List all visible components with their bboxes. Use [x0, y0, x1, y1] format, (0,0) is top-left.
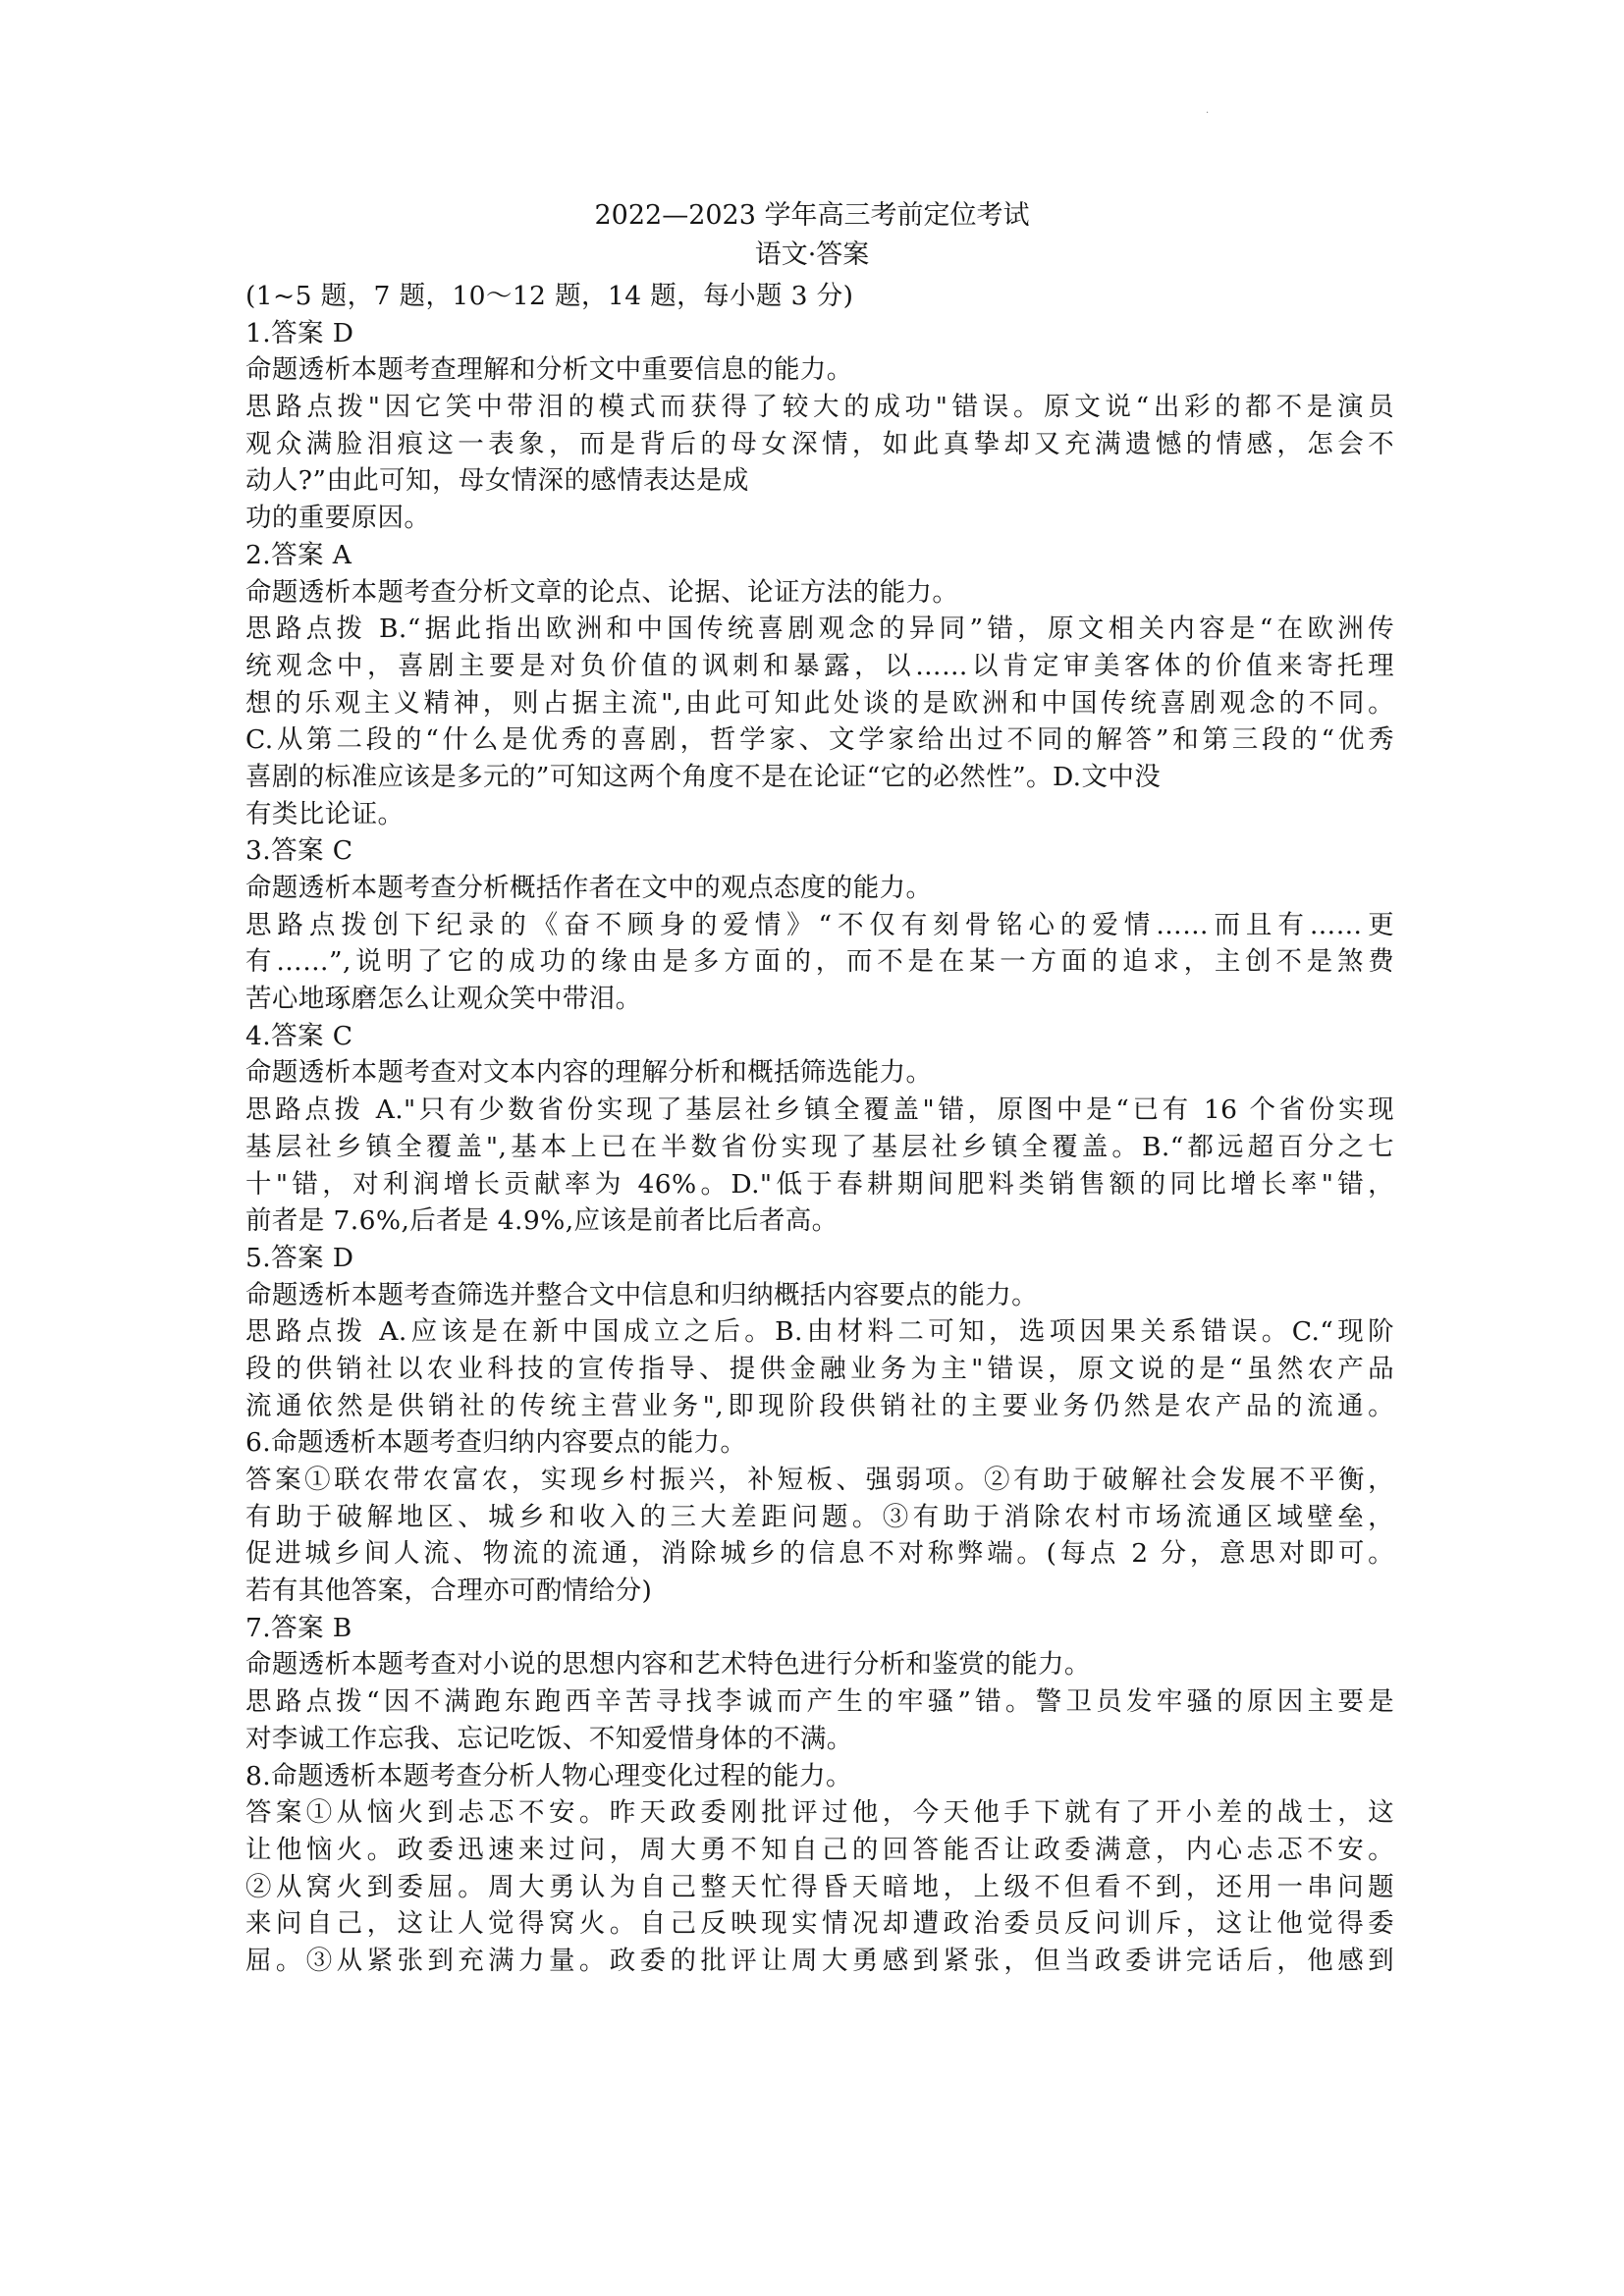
answer-body: [245, 278, 1394, 1980]
text-line: 促进城乡间人流、物流的流通，消除城乡的信息不对称弊端。(每点 2 分，意思对即可。: [245, 1538, 1394, 1570]
text-line: 想的乐观主义精神，则占据主流",由此可知此处谈的是欧洲和中国传统喜剧观念的不同。: [245, 687, 1394, 719]
text-line: 2.答案 A: [245, 539, 352, 570]
text-line: 3.答案 C: [245, 835, 353, 867]
text-line: ②从窝火到委屈。周大勇认为自己整天忙得昏天暗地，上级不但看不到，还用一串问题: [245, 1871, 1394, 1902]
text-line: 思路点拨创下纪录的《奋不顾身的爱情》“不仅有刻骨铭心的爱情……而且有……更: [245, 909, 1394, 940]
text-line: 思路点拨 A."只有少数省份实现了基层社乡镇全覆盖"错，原图中是“已有 16 个省份实现: [245, 1095, 1394, 1126]
text-line: C.从第二段的“什么是优秀的喜剧，哲学家、文学家给出过不同的解答”和第三段的“优秀: [245, 724, 1394, 756]
text-line: 段的供销社以农业科技的宣传指导、提供金融业务为主"错误，原文说的是“虽然农产品: [245, 1353, 1394, 1384]
text-line: 功的重要原因。: [245, 503, 431, 534]
text-line: 答案①联农带农富农，实现乡村振兴，补短板、强弱项。②有助于破解社会发展不平衡，: [245, 1465, 1394, 1495]
text-line: 基层社乡镇全覆盖",基本上已在半数省份实现了基层社乡镇全覆盖。B.“都远超百分之七: [245, 1131, 1394, 1162]
text-line: 8.命题透析本题考查分析人物心理变化过程的能力。: [245, 1760, 852, 1791]
title-block: [0, 196, 1624, 275]
text-line: 屈。③从紧张到充满力量。政委的批评让周大勇感到紧张，但当政委讲完话后，他感到: [245, 1945, 1394, 1976]
text-line: 有……”,说明了它的成功的缘由是多方面的，而不是在某一方面的追求，主创不是煞费: [245, 946, 1394, 978]
text-line: 1.答案 D: [245, 317, 354, 348]
text-line: 思路点拨 A.应该是在新中国成立之后。B.由材料二可知，选项因果关系错误。C.“现阶: [245, 1316, 1394, 1348]
text-line: 喜剧的标准应该是多元的”可知这两个角度不是在论证“它的必然性”。D.文中没: [245, 761, 1162, 792]
text-line: 有类比论证。: [245, 798, 405, 829]
text-line: 命题透析本题考查理解和分析文中重要信息的能力。: [245, 354, 853, 386]
text-line: 命题透析本题考查筛选并整合文中信息和归纳概括内容要点的能力。: [245, 1279, 1038, 1310]
text-line: 统观念中，喜剧主要是对负价值的讽刺和暴露，以……以肯定审美客体的价值来寄托理: [245, 650, 1394, 681]
text-line: 若有其他答案，合理亦可酌情给分): [245, 1575, 653, 1607]
text-line: 命题透析本题考查对文本内容的理解分析和概括筛选能力。: [245, 1057, 933, 1089]
text-line: 对李诚工作忘我、忘记吃饭、不知爱惜身体的不满。: [245, 1723, 853, 1754]
text-line: 6.命题透析本题考查归纳内容要点的能力。: [245, 1427, 747, 1459]
text-line: 5.答案 D: [245, 1242, 354, 1273]
text-line: 让他恼火。政委迅速来过问，周大勇不知自己的回答能否让政委满意，内心忐忑不安。: [245, 1834, 1394, 1865]
text-line: 来问自己，这让人觉得窝火。自己反映现实情况却遭政治委员反问训斥，这让他觉得委: [245, 1908, 1394, 1940]
text-line: (1~5 题，7 题，10～12 题，14 题，每小题 3 分): [245, 281, 854, 311]
text-line: 命题透析本题考查分析文章的论点、论据、论证方法的能力。: [245, 576, 959, 608]
text-line: 思路点拨“因不满跑东跑西辛苦寻找李诚而产生的牢骚”错。警卫员发牢骚的原因主要是: [245, 1686, 1394, 1718]
text-line: 流通依然是供销社的传统主营业务",即现阶段供销社的主要业务仍然是农产品的流通。: [245, 1390, 1394, 1421]
corner-mark: ·: [1206, 108, 1210, 119]
text-line: 答案①从恼火到忐忑不安。昨天政委刚批评过他，今天他手下就有了开小差的战士，这: [245, 1797, 1394, 1829]
document-subtitle: 语文·答案: [754, 240, 870, 270]
text-line: 7.答案 B: [245, 1612, 352, 1643]
text-line: 有助于破解地区、城乡和收入的三大差距问题。③有助于消除农村市场流通区域壁垒，: [245, 1501, 1394, 1532]
text-line: 命题透析本题考查分析概括作者在文中的观点态度的能力。: [245, 873, 933, 903]
text-line: 苦心地琢磨怎么让观众笑中带泪。: [245, 984, 642, 1015]
text-line: 动人?”由此可知，母女情深的感情表达是成: [245, 465, 749, 497]
text-line: 4.答案 C: [245, 1020, 353, 1051]
text-line: 十"错，对利润增长贡献率为 46%。D."低于春耕期间肥料类销售额的同比增长率"错，: [245, 1168, 1394, 1200]
text-line: 命题透析本题考查对小说的思想内容和艺术特色进行分析和鉴赏的能力。: [245, 1649, 1091, 1681]
text-line: 思路点拨 B.“据此指出欧洲和中国传统喜剧观念的异同”错，原文相关内容是“在欧洲传: [245, 614, 1394, 645]
text-line: 思路点拨"因它笑中带泪的模式而获得了较大的成功"错误。原文说“出彩的都不是演员: [245, 392, 1394, 423]
text-line: 观众满脸泪痕这一表象，而是背后的母女深情，如此真挚却又充满遗憾的情感，怎会不: [245, 428, 1394, 459]
document-title: 2022—2023 学年高三考前定位考试: [594, 200, 1030, 231]
text-line: 前者是 7.6%,后者是 4.9%,应该是前者比后者高。: [245, 1205, 839, 1237]
